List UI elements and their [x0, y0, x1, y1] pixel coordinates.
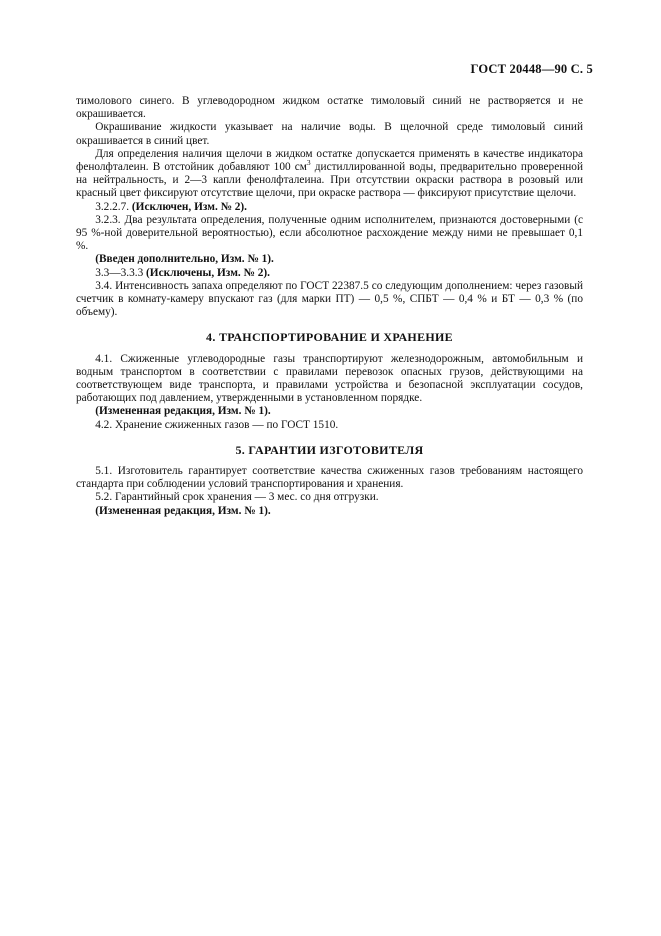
clause-number: 3.2.2.7. — [95, 200, 132, 213]
clause-3-3 — [76, 267, 583, 280]
amendment-note: (Введен дополнительно, Изм. № 1). — [95, 253, 274, 266]
clause-4-2: 4.2. Хранение сжиженных газов — по ГОСТ 1510. — [95, 418, 339, 431]
amendment-note: (Измененная редакция, Изм. № 1). — [95, 405, 271, 418]
cube-superscript: 3 — [306, 158, 311, 168]
paragraph-alkali-test — [76, 148, 583, 201]
clause-5-2: 5.2. Гарантийный срок хранения — 3 мес. со дня отгрузки. — [95, 491, 379, 504]
clause-4-1: 4.1. Сжиженные углеводородные газы транспортируют железнодорожным, автомобильным и водным транспортом в соответствии с правилами перевозок опасных грузов, действующими на соответствующем виде транспорта, и правилами устройства и безопасной эксплуатации сосудов, работающих под давлением, утвержденными в установленном порядке. — [76, 352, 583, 405]
paragraph-water-indication: Окрашивание жидкости указывает на наличие воды. В щелочной среде тимоловый синий окрашивается в синий цвет. — [76, 121, 583, 147]
clause-5-1: 5.1. Изготовитель гарантирует соответствие качества сжиженных газов требованиям настоящего стандарта при соблюдении условий транспортирования и хранения. — [76, 465, 583, 491]
clause-3-4: 3.4. Интенсивность запаха определяют по ГОСТ 22387.5 со следующим дополнением: через газовый счетчик в комнату-камеру впускают газ (для марки ПТ) — 0,5 %, СПБТ — 0,4 % и БТ — 0,3 % (по объему). — [76, 279, 583, 319]
clause-number: 3.3—3.3.3 — [95, 266, 147, 279]
document-body — [76, 95, 583, 518]
clause-note: (Исключен, Изм. № 2). — [131, 200, 247, 213]
alkali-text-a: Для определения наличия щелочи в жидком остатке допускается применять в качестве индикатора фенолфталеин. В отстойник добавляют 100 см — [76, 147, 583, 174]
clause-3-2-2-7 — [76, 201, 583, 214]
paragraph-continuation: тимолового синего. В углеводородном жидком остатке тимоловый синий не растворяется и не окрашивается. — [76, 95, 583, 121]
page-header-title: ГОСТ 20448—90 С. 5 — [470, 62, 593, 76]
alkali-text-b: дистиллированной воды, предварительно проверенной на нейтральность, и 2—3 капли фенолфталеина. При отсутствии окраски раствора в розовый или красный цвет фиксируют отсутствие щелочи, при окраске раствора — фиксируют присутствие щелочи. — [76, 161, 583, 200]
section-5-heading: 5. ГАРАНТИИ ИЗГОТОВИТЕЛЯ — [235, 442, 424, 457]
clause-note: (Исключены, Изм. № 2). — [146, 266, 270, 279]
amendment-note: (Измененная редакция, Изм. № 1). — [95, 504, 271, 517]
clause-3-2-3: 3.2.3. Два результата определения, полученные одним исполнителем, признаются достоверными (с 95 %-ной доверительной вероятностью), если абсолютное расхождение между ними не превышает 0,1 %. — [76, 213, 583, 253]
section-4-heading: 4. ТРАНСПОРТИРОВАНИЕ И ХРАНЕНИЕ — [206, 330, 453, 345]
